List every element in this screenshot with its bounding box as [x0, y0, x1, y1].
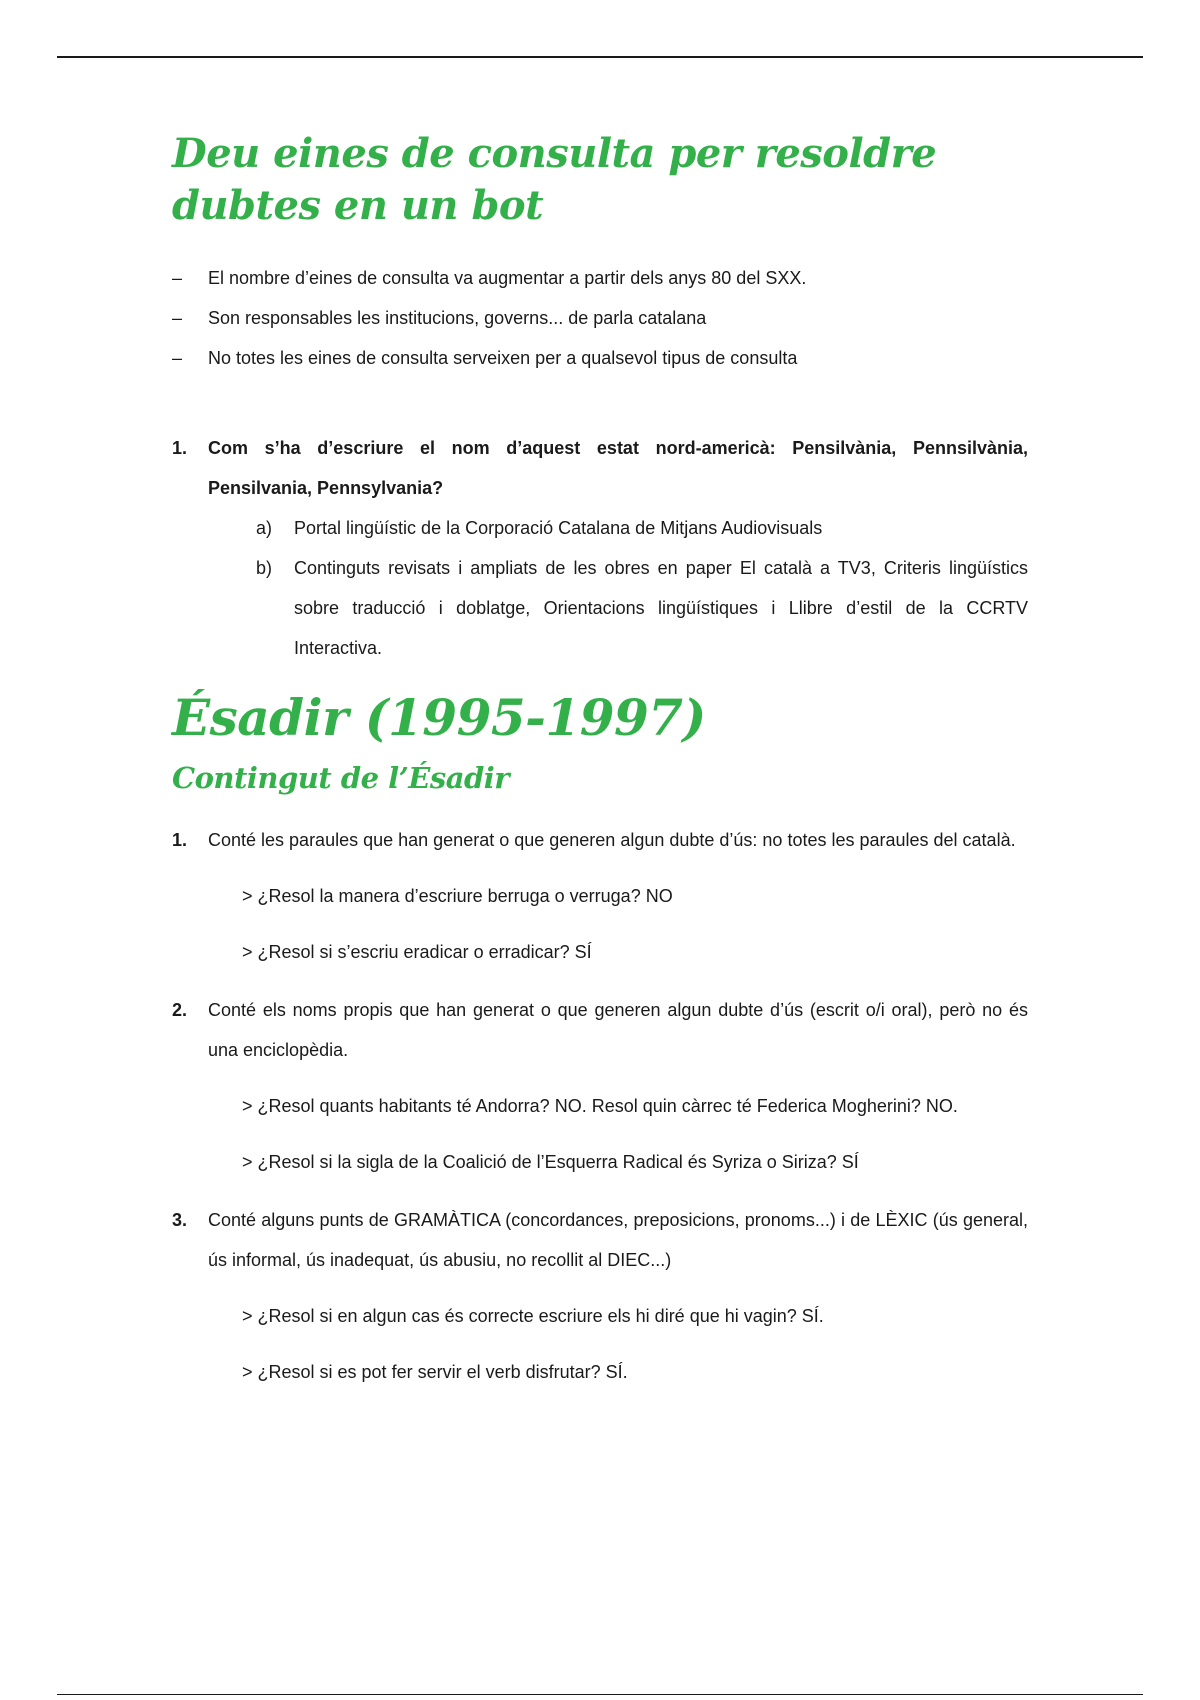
example-line: > ¿Resol si es pot fer servir el verb disfrutar? SÍ. — [242, 1362, 628, 1382]
section-subtitle: Contingut de l’Ésadir — [172, 761, 510, 795]
intro-bullet-list — [172, 258, 1028, 378]
section-title: Ésadir (1995-1997) — [172, 688, 706, 747]
question-option — [172, 508, 1028, 548]
example-line: > ¿Resol quants habitants té Andorra? NO. Resol quin càrrec té Federica Mogherini? NO. — [242, 1096, 958, 1116]
item-number: 1. — [172, 830, 188, 850]
option-letter: b) — [256, 558, 273, 578]
item-text: Conté els noms propis que han generat o que generen algun dubte d’ús (escrit o/i oral), però no és una enciclopèdia. — [208, 1000, 1028, 1060]
page-content — [172, 128, 1028, 1392]
item-text: Conté les paraules que han generat o que generen algun dubte d’ús: no totes les paraules del català. — [208, 830, 1016, 850]
content-item-2 — [172, 990, 1028, 1070]
item-text: Conté alguns punts de GRAMÀTICA (concordances, preposicions, pronoms...) i de LÈXIC (ús general, ús informal, ús inadequat, ús abusiu, no recollit al DIEC...) — [208, 1210, 1028, 1270]
main-heading: Deu eines de consulta per resoldre dubtes en un bot — [172, 130, 937, 229]
example-line: > ¿Resol si la sigla de la Coalició de l’Esquerra Radical és Syriza o Siriza? SÍ — [242, 1152, 859, 1172]
item-number: 3. — [172, 1210, 188, 1230]
question-text: Com s’ha d’escriure el nom d’aquest estat nord-americà: Pensilvània, Pennsilvània, Pensilvania, Pennsylvania? — [208, 438, 1028, 498]
example-line: > ¿Resol la manera d’escriure berruga o verruga? NO — [242, 886, 673, 906]
option-text: Continguts revisats i ampliats de les obres en paper El català a TV3, Criteris lingüístics sobre traducció i doblatge, Orientacions lingüístiques i Llibre d’estil de la CCRTV Interactiva. — [294, 558, 1028, 658]
dash-marker: – — [172, 268, 183, 288]
intro-bullet: – Son responsables les institucions, governs... de parla catalana — [172, 298, 1028, 338]
example-line: > ¿Resol si s’escriu eradicar o erradicar? SÍ — [242, 942, 592, 962]
dash-marker: – — [172, 308, 183, 328]
content-item-1 — [172, 820, 1028, 860]
intro-bullet: – No totes les eines de consulta serveixen per a qualsevol tipus de consulta — [172, 338, 1028, 378]
question-option — [172, 548, 1028, 668]
header-rule — [57, 56, 1143, 58]
option-text: Portal lingüístic de la Corporació Catalana de Mitjans Audiovisuals — [294, 518, 823, 538]
intro-bullet: – El nombre d’eines de consulta va augmentar a partir dels anys 80 del SXX. — [172, 258, 1028, 298]
content-item-3 — [172, 1200, 1028, 1280]
question-1 — [172, 428, 1028, 508]
option-letter: a) — [256, 518, 273, 538]
footer-rule — [57, 1694, 1143, 1695]
question-number: 1. — [172, 438, 188, 458]
dash-marker: – — [172, 348, 183, 368]
example-line: > ¿Resol si en algun cas és correcte escriure els hi diré que hi vagin? SÍ. — [242, 1306, 824, 1326]
item-number: 2. — [172, 1000, 188, 1020]
